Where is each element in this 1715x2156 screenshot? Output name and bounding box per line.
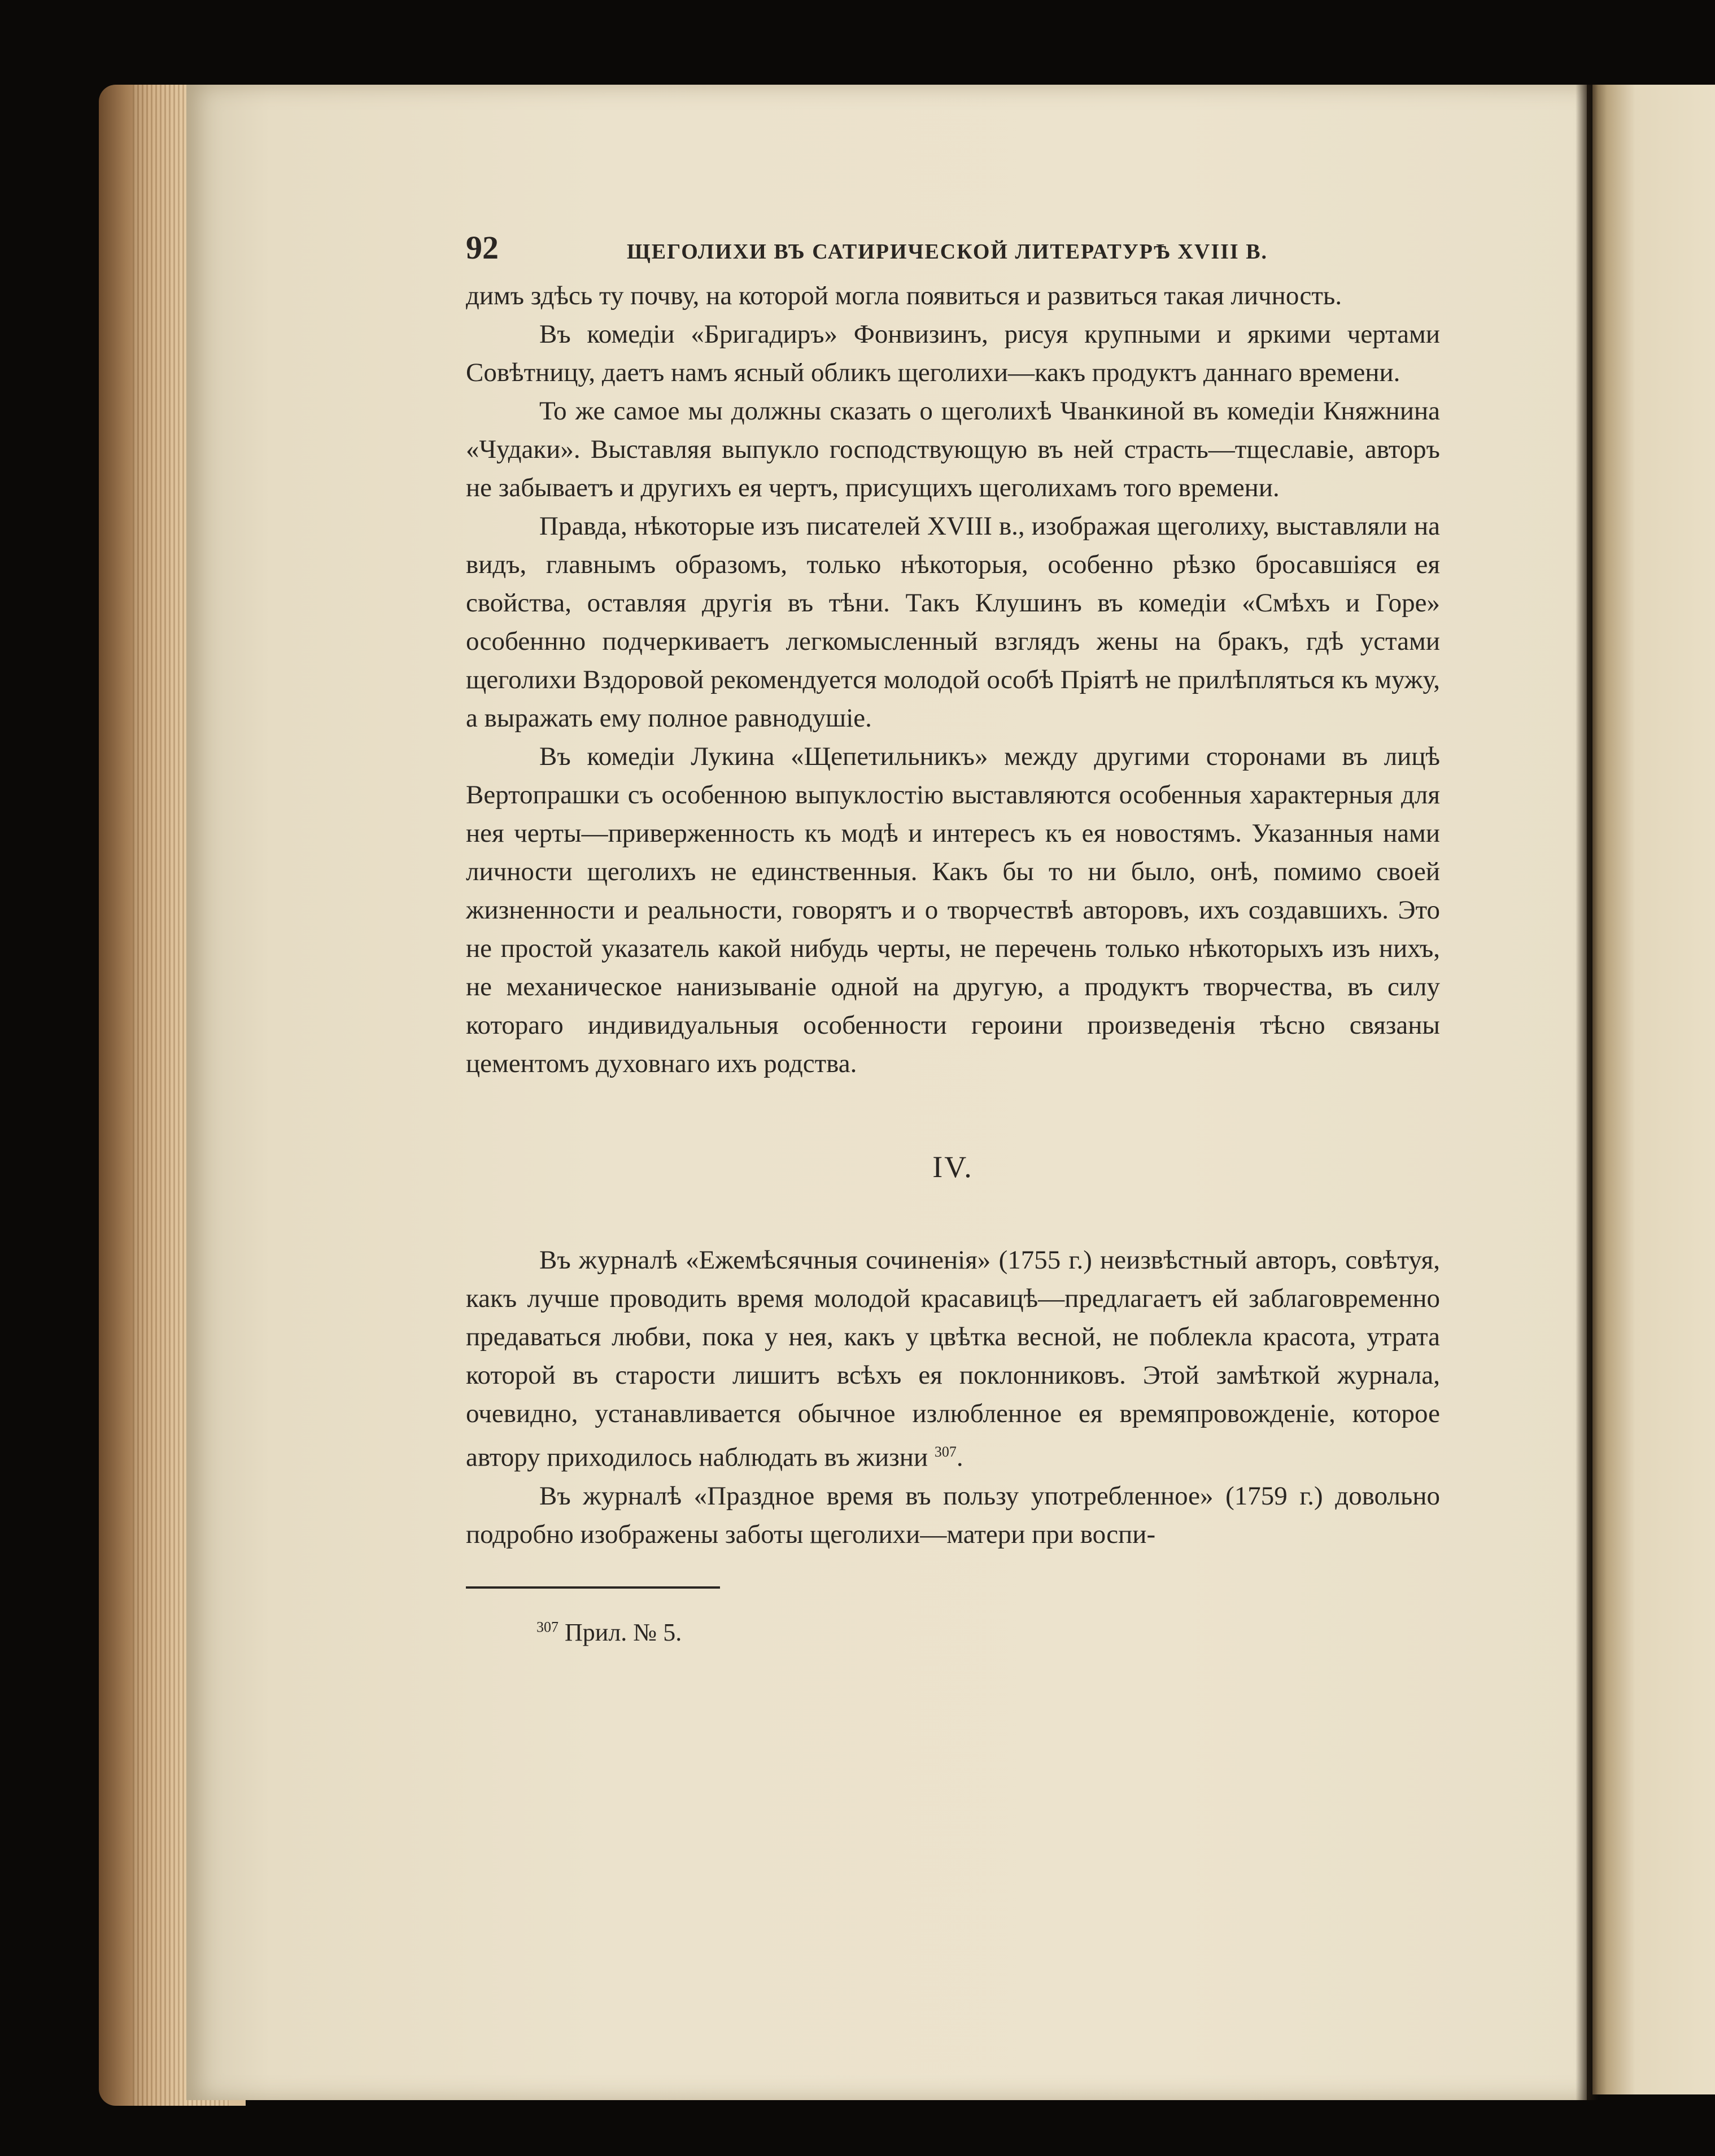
facing-page-edge [1592,85,1715,2094]
running-title: ЩЕГОЛИХИ ВЪ САТИРИЧЕСКОЙ ЛИТЕРАТУРѢ XVIII В. [627,240,1268,264]
section-heading: IV. [932,1150,974,1184]
paragraph-prazdnoe-vremya: Въ журналѣ «Праздное время въ пользу употребленное» (1759 г.) довольно подробно изображены заботы щеголихи—матери при воспи- [466,1481,1440,1549]
paragraph-klushin: Правда, нѣкоторые изъ писателей XVIII в., изображая щеголиху, выставляли на видъ, главнымъ образомъ, только нѣкоторыя, особенно рѣзко бросавшіяся ея свойства, оставляя другія въ тѣни. Такъ Клушинъ въ комедіи «Смѣхъ и Горе» особеннно подчеркиваетъ легкомысленный взглядъ жены на бракъ, гдѣ устами щеголихи Вздоровой рекомендуется молодой особѣ Пріятѣ не прилѣпляться къ мужу, а выражать ему полное равнодушіе. [466,511,1440,733]
footnote-rule [466,1586,720,1589]
paragraph-end: . [956,1442,963,1472]
paragraph-continuation: димъ здѣсь ту почву, на которой могла появиться и развиться такая личность. [466,281,1342,311]
footnote-number: 307 [536,1619,558,1635]
book-gutter [1576,85,1598,2100]
running-head [466,229,1440,277]
paragraph-chudaki: То же самое мы должны сказать о щеголихѣ Чванкиной въ комедіи Княжнина «Чудаки». Выставляя выпукло господствующую въ ней страсть—тщеславіе, авторъ не забываетъ и другихъ ея чертъ, присущихъ щеголихамъ того времени. [466,396,1440,502]
footnote-reference: 307 [934,1444,957,1460]
paragraph-text: Въ журналѣ «Ежемѣсячныя сочиненія» (1755 г.) неизвѣстный авторъ, совѣтуя, какъ лучше проводить время молодой красавицѣ—предлагаетъ ей заблаговременно предаваться любви, пока у нея, какъ у цвѣтка весной, не поблекла красота, утрата которой въ старости лишитъ всѣхъ ея поклонниковъ. Этой замѣткой журнала, очевидно, устанавливается обычное излюбленное ея времяпровожденіе, которое автору приходилось наблюдать въ жизни [466,1245,1440,1472]
paragraph-lukin: Въ комедіи Лукина «Щепетильникъ» между другими сторонами въ лицѣ Вертопрашки съ особенною выпуклостію выставляются особенныя характерныя для нея черты—приверженность къ модѣ и интересъ къ ея новостямъ. Указанныя нами личности щеголихъ не единственныя. Какъ бы то ни было, онѣ, помимо своей жизненности и реальности, говорятъ и о творчествѣ авторовъ, ихъ создавшихъ. Это не простой указатель какой нибудь черты, не перечень только нѣкоторыхъ изъ нихъ, не механическое нанизываніе одной на другую, а продуктъ творчества, въ силу котораго индивидуальныя особенности героини произведенія тѣсно связаны цементомъ духовнаго ихъ родства. [466,742,1440,1078]
page-number: 92 [466,229,499,266]
footnote [466,1618,1440,1647]
footnote-text: Прил. № 5. [565,1618,682,1646]
paragraph-brigadir: Въ комедіи «Бригадиръ» Фонвизинъ, рисуя крупными и яркими чертами Совѣтницу, даетъ намъ ясный обликъ щеголихи—какъ продуктъ даннаго времени. [466,320,1440,387]
page-text [466,229,1440,1647]
paragraph-ezhemesyachnyya [466,1241,1440,1477]
